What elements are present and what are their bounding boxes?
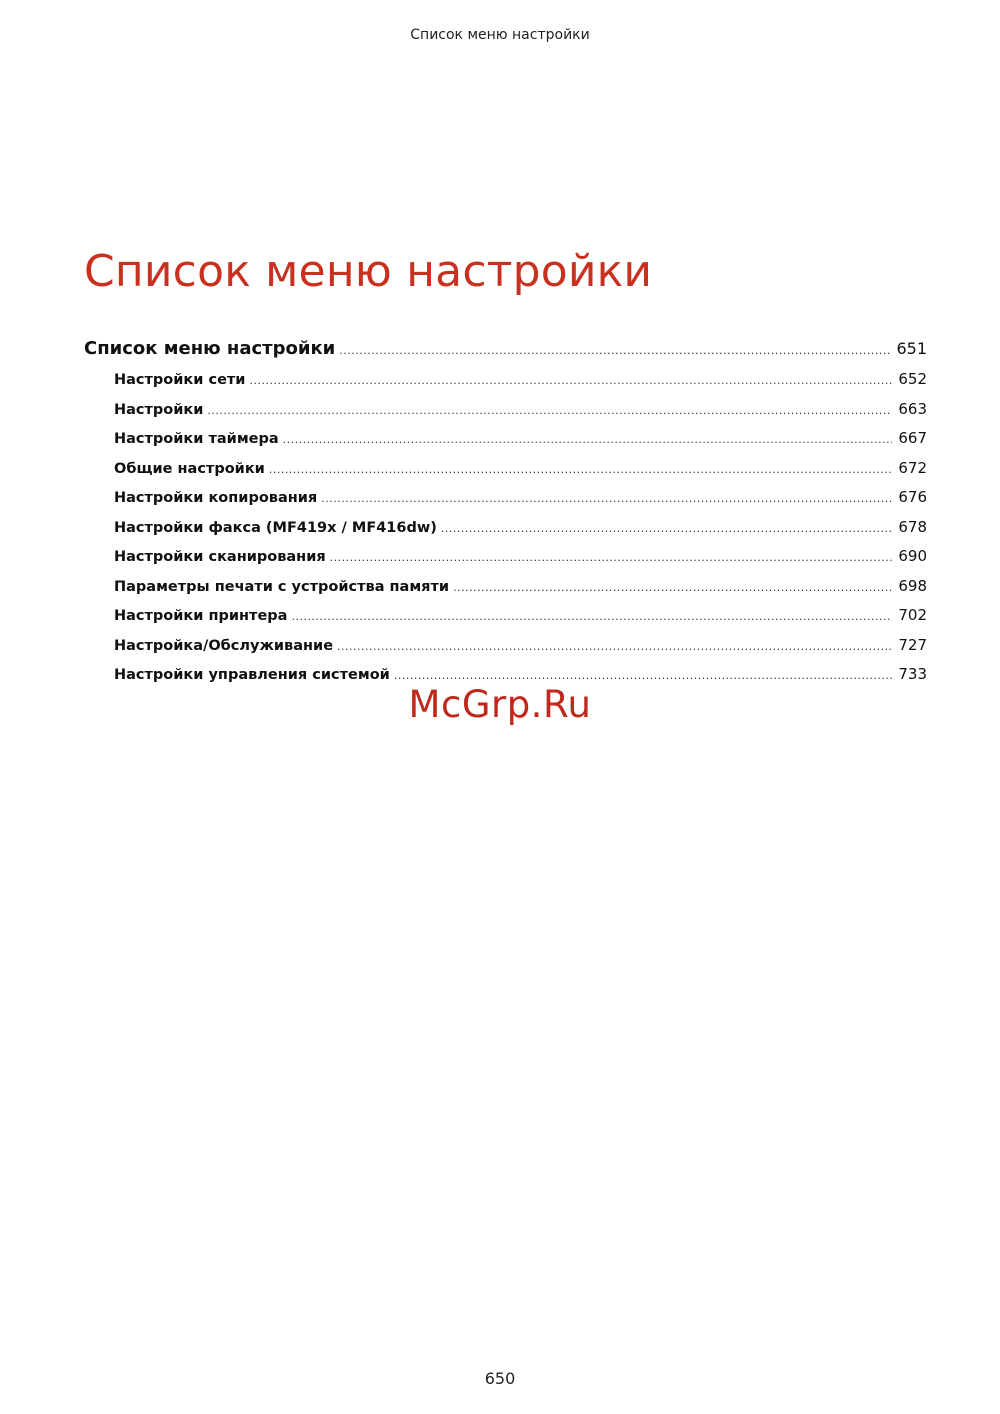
watermark: McGrp.Ru	[408, 683, 592, 726]
toc-entry-label: Настройки принтера	[114, 608, 288, 624]
toc-entry-label: Настройки сети	[114, 372, 246, 388]
toc-entry-label: Настройка/Обслуживание	[114, 637, 334, 654]
toc-entry-network-settings[interactable]	[84, 370, 927, 400]
toc-entry-label: Список меню настройки	[84, 338, 336, 359]
toc-entry-page: 733	[898, 665, 927, 683]
toc-entry-timer-settings[interactable]	[84, 429, 927, 459]
toc-dot-leader	[207, 404, 892, 417]
toc-entry-page: 672	[898, 458, 927, 477]
toc-dot-leader	[453, 581, 892, 594]
toc-dot-leader	[321, 492, 892, 505]
toc-entry-page: 702	[898, 606, 927, 624]
toc-dot-leader	[330, 551, 893, 564]
table-of-contents	[84, 338, 927, 695]
toc-entry-page: 667	[898, 429, 927, 447]
toc-entry-adjustment-maintenance[interactable]	[84, 636, 927, 666]
toc-dot-leader	[339, 344, 890, 357]
toc-entry-memory-print-settings[interactable]	[84, 577, 927, 607]
toc-dot-leader	[249, 374, 892, 387]
toc-entry-label: Настройки копирования	[114, 490, 318, 506]
toc-entry-common-settings[interactable]	[84, 459, 927, 489]
toc-dot-leader	[291, 610, 892, 623]
toc-entry-page: 678	[898, 517, 927, 536]
toc-dot-leader	[394, 669, 893, 682]
toc-entry-page: 698	[898, 576, 927, 595]
toc-entry-page: 676	[898, 488, 927, 506]
toc-entry-page: 652	[898, 370, 927, 388]
toc-entry-page: 663	[898, 399, 927, 418]
chapter-title: Список меню настройки	[84, 246, 653, 297]
running-header: Список меню настройки	[410, 27, 590, 43]
toc-entry-copy-settings[interactable]	[84, 488, 927, 518]
toc-main-entry[interactable]	[84, 338, 927, 370]
toc-entry-label: Настройки таймера	[114, 431, 279, 447]
toc-entry-fax-settings[interactable]	[84, 518, 927, 548]
toc-entry-label: Настройки сканирования	[114, 549, 326, 565]
toc-entry-page: 690	[898, 547, 927, 565]
toc-entry-printer-settings[interactable]	[84, 606, 927, 636]
toc-entry-label: Настройки управления системой	[114, 667, 390, 683]
toc-dot-leader	[269, 463, 893, 476]
toc-dot-leader	[441, 522, 892, 535]
toc-entry-label: Настройки	[114, 401, 204, 418]
toc-entry-page: 727	[898, 635, 927, 654]
toc-entry-scan-settings[interactable]	[84, 547, 927, 577]
toc-entry-label: Общие настройки	[114, 460, 265, 477]
toc-entry-page: 651	[896, 339, 927, 358]
toc-dot-leader	[283, 433, 893, 446]
toc-entry-settings[interactable]	[84, 400, 927, 430]
toc-dot-leader	[337, 640, 892, 653]
toc-entry-label: Настройки факса (MF419x / MF416dw)	[114, 519, 437, 536]
page-number: 650	[484, 1369, 516, 1388]
toc-entry-label: Параметры печати с устройства памяти	[114, 578, 450, 595]
